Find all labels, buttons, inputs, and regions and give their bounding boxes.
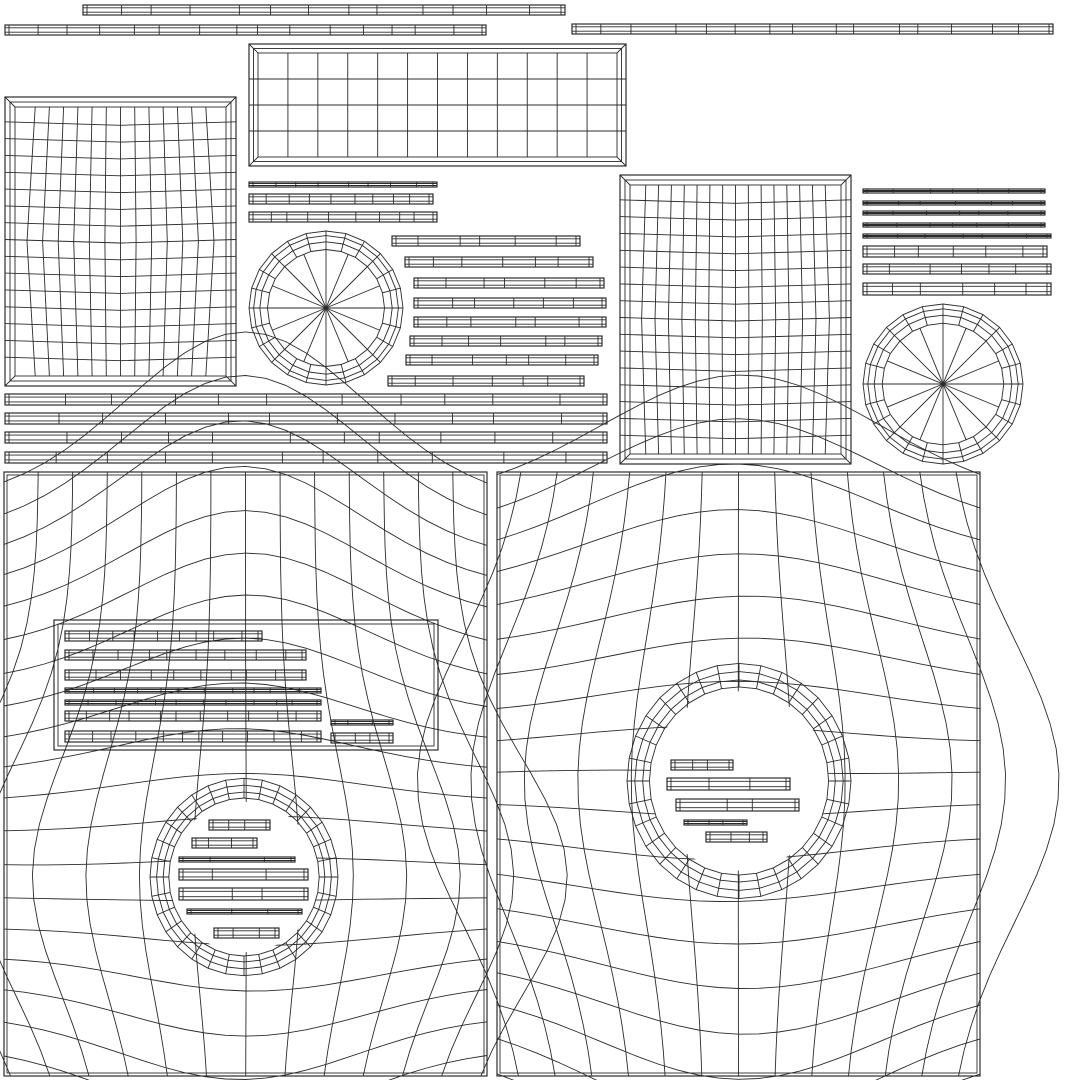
bottom-left-panel-hole-edge bbox=[259, 780, 263, 799]
circle-cap-left-bevel-edge bbox=[367, 254, 380, 267]
bottom-right-panel-hole-edge bbox=[696, 868, 705, 890]
long-strip-2 bbox=[5, 413, 607, 424]
bottom-right-panel bbox=[418, 375, 1059, 1080]
center-strip-7-outline bbox=[406, 355, 598, 365]
circle-cap-left-bevel-edge bbox=[341, 234, 346, 252]
long-strip-3 bbox=[5, 432, 607, 443]
circle-cap-right-bevel-edge bbox=[1002, 363, 1021, 368]
bottom-left-panel-hole-edge bbox=[318, 892, 336, 896]
plate-strip-4-outline bbox=[65, 688, 321, 693]
right-strip-1 bbox=[863, 189, 1045, 193]
bottom-left-panel-hole-edge bbox=[313, 907, 330, 915]
bottom-left-panel-hole-edge bbox=[226, 954, 230, 973]
center-strip-8-outline bbox=[388, 376, 584, 386]
circle-cap-left-bevel-edge bbox=[341, 365, 346, 383]
bottom-left-panel-row-edge bbox=[4, 959, 487, 991]
mid-strip-c bbox=[249, 212, 437, 222]
top-strip-2-outline bbox=[5, 25, 486, 35]
circle-cap-left-bevel-edge bbox=[252, 323, 270, 328]
circle-cap-right-bevel-edge bbox=[959, 307, 964, 326]
bottom-left-panel-hole-edge bbox=[157, 907, 174, 915]
bottom-left-panel-col-edge bbox=[0, 472, 38, 1076]
bottom-right-panel-col-edge bbox=[524, 472, 593, 1076]
bottom-right-panel-col-edge bbox=[920, 472, 1006, 1076]
bottom-right-panel-hole-edge bbox=[717, 666, 721, 689]
bottom-left-panel-hole-edge bbox=[226, 780, 230, 799]
circle-cap-right-bevel-edge bbox=[986, 427, 1000, 441]
center-strip-5-outline bbox=[414, 317, 606, 327]
center-strip-3 bbox=[414, 278, 604, 288]
plate-strip-1 bbox=[65, 631, 262, 641]
right-strip-7 bbox=[863, 264, 1051, 274]
bottom-right-panel-col-edge bbox=[884, 472, 953, 1076]
right-bevel-panel-col-edge bbox=[655, 185, 659, 454]
bottom-left-panel-hole-edge bbox=[152, 858, 170, 862]
right-bevel-panel-col-edge bbox=[668, 185, 671, 454]
circle-cap-left-bevel-edge bbox=[383, 288, 401, 293]
left-bevel-panel-col-edge bbox=[192, 107, 199, 376]
right-bevel-panel-col-edge bbox=[761, 185, 762, 454]
center-strip-3-outline bbox=[414, 278, 604, 288]
right-strip-4-outline bbox=[863, 223, 1045, 227]
center-strip-6 bbox=[410, 336, 602, 346]
right-bevel-panel-col-edge bbox=[722, 185, 723, 454]
circle-cap-right-bevel-edge bbox=[922, 443, 927, 462]
left-bevel-panel-col-edge bbox=[43, 107, 50, 376]
bottom-left-panel-col-edge bbox=[418, 472, 513, 1076]
long-strip-1 bbox=[5, 394, 607, 405]
bottom-left-panel-col-edge bbox=[349, 472, 407, 1076]
center-strip-4 bbox=[414, 298, 606, 308]
circle-cap-right bbox=[863, 304, 1023, 464]
bottom-right-panel-hole-edge bbox=[822, 817, 843, 826]
bottom-left-panel-col-edge bbox=[139, 472, 176, 1076]
plate-strip-9 bbox=[331, 733, 393, 743]
mid-strip-c-outline bbox=[249, 212, 437, 222]
bottom-right-panel-col-edge bbox=[578, 472, 630, 1076]
bottom-right-panel-hole-edge bbox=[827, 758, 849, 763]
right-bevel-panel-col-edge bbox=[709, 185, 710, 454]
center-strip-7 bbox=[406, 355, 598, 365]
circle-cap-right-bevel-edge bbox=[866, 400, 885, 405]
left-bevel-panel-col-edge bbox=[149, 107, 152, 376]
top-strip-2 bbox=[5, 25, 486, 35]
bottom-right-panel-hole-edge bbox=[660, 848, 676, 865]
bottom-right-panel-hole-edge bbox=[717, 873, 721, 896]
plate-strip-7-outline bbox=[65, 731, 321, 742]
right-strip-6 bbox=[863, 246, 1047, 257]
plate-strip-2-outline bbox=[65, 650, 306, 660]
bottom-right-panel-hole-edge bbox=[802, 698, 818, 715]
circle-cap-left-bevel-edge bbox=[306, 234, 311, 252]
right-strip-7-outline bbox=[863, 264, 1051, 274]
right-strip-8 bbox=[863, 283, 1051, 295]
circle-cap-right-bevel-edge bbox=[886, 327, 900, 341]
right-strip-8-outline bbox=[863, 283, 1051, 295]
right-bevel-panel-col-edge bbox=[800, 185, 803, 454]
plate-strip-4 bbox=[65, 688, 321, 693]
bottom-right-panel-hole-edge bbox=[773, 868, 782, 890]
circle-cap-right-spoke bbox=[900, 384, 943, 427]
circle-cap-left-bevel-edge bbox=[252, 288, 270, 293]
right-strip-1-outline bbox=[863, 189, 1045, 193]
circle-cap-right-spoke bbox=[943, 384, 986, 427]
long-strip-2-outline bbox=[5, 413, 607, 424]
right-strip-5 bbox=[863, 234, 1051, 238]
right-bevel-panel-col-edge bbox=[642, 185, 646, 454]
plate-strip-5-outline bbox=[65, 700, 321, 705]
circle-cap-right-bevel-edge bbox=[866, 363, 885, 368]
circle-cap-left-spoke bbox=[285, 267, 326, 308]
plate-strip-1-outline bbox=[65, 631, 262, 641]
mid-strip-b-outline bbox=[249, 194, 433, 204]
bottom-right-panel-hole-edge bbox=[756, 873, 760, 896]
bottom-right-panel-col-edge bbox=[847, 472, 898, 1076]
left-bevel-panel-col-edge bbox=[135, 107, 136, 376]
mid-strip-b bbox=[249, 194, 433, 204]
left-bevel-panel-col-edge bbox=[206, 107, 214, 376]
bottom-right-panel-hole-edge bbox=[696, 672, 705, 694]
center-strip-4-outline bbox=[414, 298, 606, 308]
mid-strip-a bbox=[249, 182, 437, 187]
right-strip-5-outline bbox=[863, 234, 1051, 238]
left-bevel-panel bbox=[5, 97, 236, 386]
center-strip-8 bbox=[388, 376, 584, 386]
circle-cap-left-spoke bbox=[326, 308, 367, 349]
right-strip-2-outline bbox=[863, 201, 1045, 205]
bottom-left-panel-hole-edge bbox=[297, 807, 310, 821]
bottom-left-panel-hole-edge bbox=[152, 892, 170, 896]
plate-strip-8 bbox=[331, 720, 393, 725]
circle-cap-left-spoke bbox=[326, 267, 367, 308]
bottom-right-panel-hole-edge bbox=[636, 817, 657, 826]
long-strip-1-outline bbox=[5, 394, 607, 405]
bottom-right-panel-hole-edge bbox=[756, 666, 760, 689]
top-strip-1-outline bbox=[83, 5, 565, 15]
bottom-right-panel-hole-edge bbox=[629, 758, 651, 763]
bottom-right-panel-hole-edge bbox=[822, 736, 843, 745]
circle-cap-right-spoke bbox=[943, 341, 986, 384]
bottom-right-panel-hole-edge bbox=[629, 799, 651, 804]
right-strip-6-outline bbox=[863, 246, 1047, 257]
center-strip-1 bbox=[392, 236, 580, 246]
circle-cap-left bbox=[249, 231, 403, 385]
circle-cap-right-spoke bbox=[900, 341, 943, 384]
bottom-right-panel-col-edge bbox=[418, 472, 521, 1076]
plate-strip-8-outline bbox=[331, 720, 393, 725]
right-strip-3-outline bbox=[863, 211, 1045, 215]
center-strip-1-outline bbox=[392, 236, 580, 246]
plate-strip-7 bbox=[65, 731, 321, 742]
top-strip-1 bbox=[83, 5, 565, 15]
center-strip-6-outline bbox=[410, 336, 602, 346]
circle-cap-left-bevel-edge bbox=[306, 365, 311, 383]
circle-cap-right-bevel-edge bbox=[1002, 400, 1021, 405]
bottom-left-panel-hole-edge bbox=[313, 839, 330, 847]
circle-cap-left-bevel-edge bbox=[272, 254, 285, 267]
right-strip-3 bbox=[863, 211, 1045, 215]
circle-cap-left-spoke bbox=[285, 308, 326, 349]
bottom-left-panel-col-edge bbox=[280, 472, 300, 1076]
bottom-right-panel-hole-edge bbox=[802, 848, 818, 865]
circle-cap-left-bevel-edge bbox=[367, 349, 380, 362]
center-strip-2 bbox=[405, 257, 593, 267]
plate-strip-5 bbox=[65, 700, 321, 705]
bottom-right-panel-hole-edge bbox=[636, 736, 657, 745]
bottom-right-panel-hole-edge bbox=[660, 698, 676, 715]
mid-strip-a-outline bbox=[249, 182, 437, 187]
circle-cap-right-bevel-edge bbox=[886, 427, 900, 441]
circle-cap-right-bevel-edge bbox=[959, 443, 964, 462]
bottom-left-panel-hole-edge bbox=[157, 839, 174, 847]
left-bevel-panel-col-edge bbox=[89, 107, 92, 376]
long-strip-3-outline bbox=[5, 432, 607, 443]
bottom-left-panel-col-edge bbox=[86, 472, 142, 1076]
center-strip-5 bbox=[414, 317, 606, 327]
left-bevel-panel-col-edge bbox=[105, 107, 106, 376]
circle-cap-right-bevel-edge bbox=[922, 307, 927, 326]
bottom-right-panel-hole-edge bbox=[827, 799, 849, 804]
bottom-right-panel-col-edge bbox=[956, 472, 1059, 1076]
circle-cap-left-bevel-edge bbox=[272, 349, 285, 362]
top-strip-3 bbox=[572, 24, 1053, 34]
circle-cap-left-bevel-edge bbox=[383, 323, 401, 328]
right-bevel-panel bbox=[620, 175, 851, 464]
top-strip-3-outline bbox=[572, 24, 1053, 34]
right-bevel-panel-col-edge bbox=[812, 185, 816, 454]
left-bevel-panel-col-edge bbox=[27, 107, 35, 376]
bottom-left-panel-hole-edge bbox=[259, 954, 263, 973]
bottom-left-panel bbox=[0, 332, 567, 1080]
right-strip-2 bbox=[863, 201, 1045, 205]
bottom-left-panel-hole-edge bbox=[178, 933, 191, 947]
circle-cap-right-bevel-edge bbox=[986, 327, 1000, 341]
right-strip-4 bbox=[863, 223, 1045, 227]
plate-strip-9-outline bbox=[331, 733, 393, 743]
bottom-left-panel-col-edge bbox=[246, 472, 247, 1076]
top-bevel-panel bbox=[249, 44, 626, 166]
right-bevel-panel-col-edge bbox=[825, 185, 829, 454]
right-bevel-panel-col-edge bbox=[748, 185, 749, 454]
plate-strip-2 bbox=[65, 650, 306, 660]
